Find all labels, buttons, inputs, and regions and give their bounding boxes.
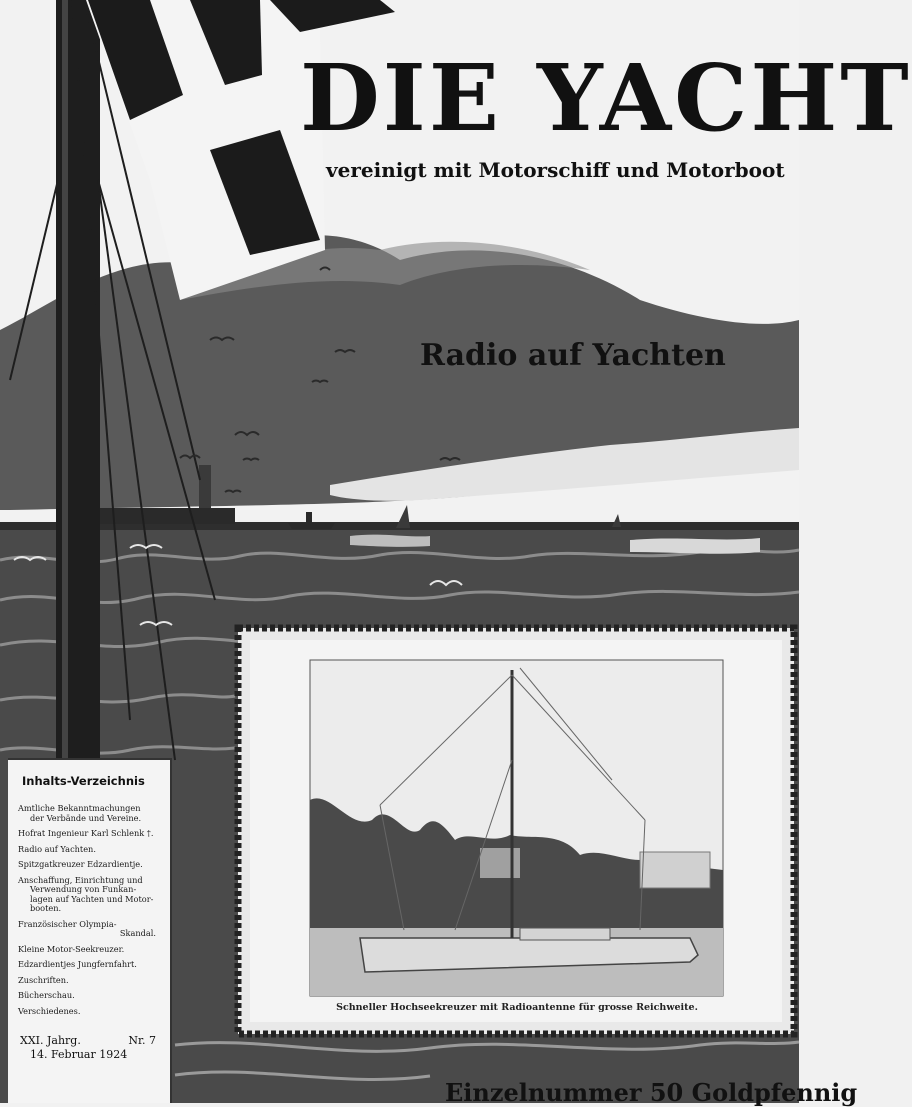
toc-line: Amtliche Bekanntmachungen: [18, 803, 141, 813]
toc-item: [18, 920, 162, 939]
wave-crest-2: [350, 535, 430, 547]
toc-line: lagen auf Yachten und Motor-: [30, 893, 154, 904]
issue-row: [20, 1034, 170, 1048]
magazine-subtitle: vereinigt mit Motorschiff und Motorboot: [326, 158, 785, 182]
toc-list: [18, 804, 162, 1016]
issue-date: 14. Februar 1924: [30, 1048, 128, 1061]
lighthouse-tower: [199, 465, 211, 515]
toc-line: Kleine Motor-Seekreuzer.: [18, 943, 125, 954]
cover-headline: Radio auf Yachten: [420, 338, 726, 373]
toc-item: [18, 1007, 162, 1017]
toc-item: [18, 829, 162, 839]
issue-number: Nr. 7: [128, 1034, 156, 1047]
issue-info: [20, 1034, 170, 1062]
toc-line: Französischer Olympia-: [18, 918, 117, 929]
toc-line: Spitzgatkreuzer Edzardientje.: [18, 859, 143, 869]
toc-line: Skandal.: [119, 928, 156, 938]
toc-line: Verschiedenes.: [18, 1005, 81, 1016]
pier: [90, 508, 235, 524]
toc-line: Zuschriften.: [18, 974, 69, 985]
toc-line: Verwendung von Funkan-: [30, 884, 137, 894]
toc-line: der Verbände und Vereine.: [30, 812, 142, 823]
mast-highlight: [62, 0, 68, 760]
toc-item: [18, 804, 162, 823]
toc-line: Radio auf Yachten.: [18, 843, 96, 854]
toc-item: [18, 976, 162, 986]
wave-crest: [630, 538, 760, 554]
photo-caption: Schneller Hochseekreuzer mit Radioantenne für grosse Reichweite.: [336, 1002, 698, 1013]
toc-item: [18, 960, 162, 970]
toc-item: [18, 945, 162, 955]
toc-heading: Inhalts-Verzeichnis: [22, 774, 145, 788]
volume-year: XXI. Jahrg.: [20, 1034, 81, 1047]
toc-line: Anschaffung, Einrichtung und: [18, 874, 143, 885]
price-banner: Einzelnummer 50 Goldpfennig: [445, 1078, 858, 1107]
toc-line: Edzardientjes Jungfernfahrt.: [18, 959, 137, 969]
toc-item: [18, 876, 162, 914]
toc-line: Bücherschau.: [18, 990, 75, 1000]
photograph: [310, 660, 723, 996]
toc-item: [18, 991, 162, 1001]
toc-item: [18, 860, 162, 870]
toc-line: Hofrat Ingenieur Karl Schlenk †.: [18, 828, 154, 838]
toc-item: [18, 845, 162, 855]
magazine-title: DIE YACHT: [300, 44, 912, 152]
toc-line: booten.: [30, 903, 62, 913]
